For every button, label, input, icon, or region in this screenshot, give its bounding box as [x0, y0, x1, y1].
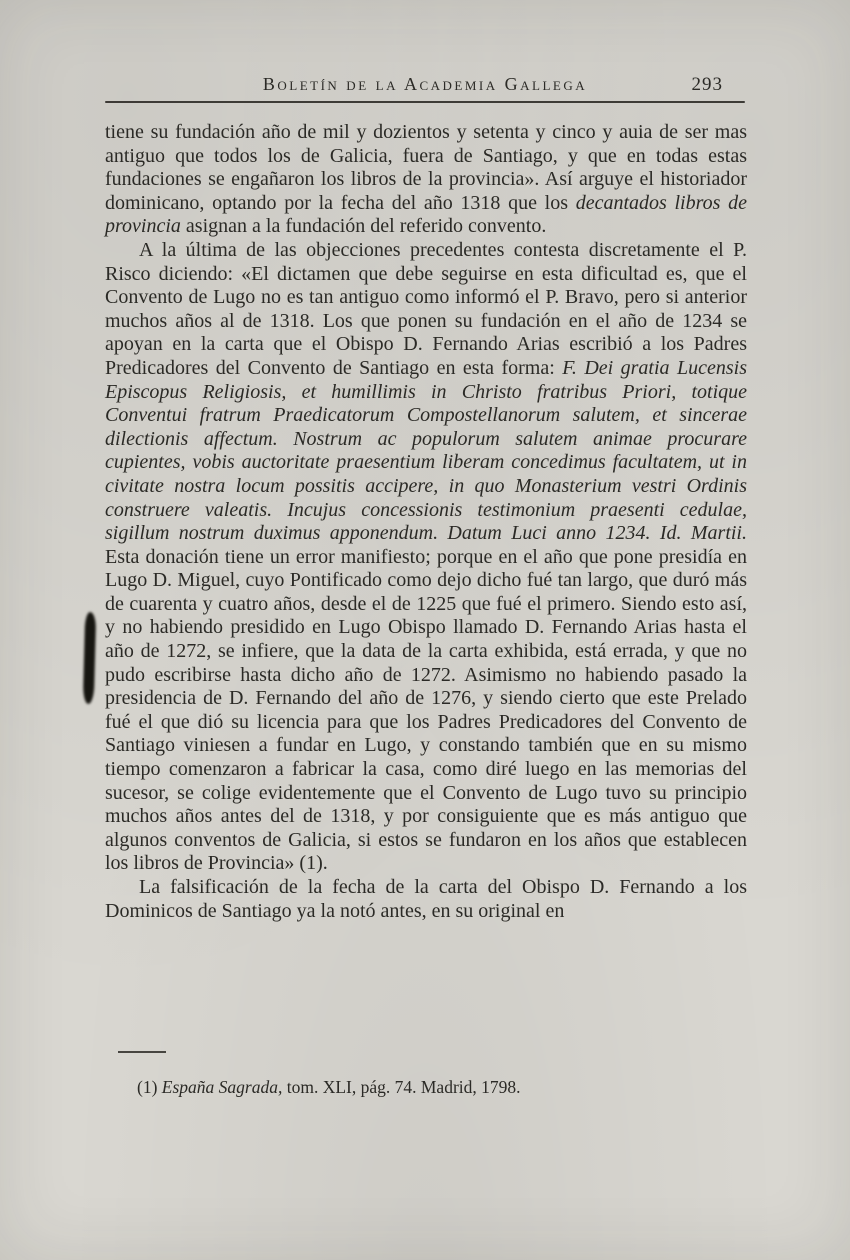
text-run: F. Dei gratia Lucensis Episcopus Religiosis, et humillimis in Christo fratribus Priori, totique Conventui fratrum Praedicatorum Compostellanorum salutem, et sincerae dilectionis affectum. Nostrum ac populorum salutem animae procurare cupientes, vobis auctoritate praesentium liberam concedimus facultatem, ut in civitate nostra locum possitis accipere, in quo Monasterium vestri Ordinis construere valeatis. Incujus concessionis testimonium praesenti cedulae, sigillum nostrum duximus apponendum. Datum Luci anno 1234. Id. Martii. [105, 356, 747, 545]
scan-artifact [83, 612, 96, 704]
paragraph [105, 239, 747, 876]
text-run: decantados libros de provincia [105, 191, 747, 238]
text-run: asignan a la fundación del referido convento. [180, 215, 547, 238]
text-run: (1) [137, 1077, 162, 1097]
text-run: A la última de las objecciones precedentes contesta discretamente el P. Risco diciendo: «El dictamen que debe seguirse en esta dificultad es, que el Convento de Lugo no es tan antiguo como informó el P. Bravo, pero si anterior muchos años al de 1318. Los que ponen su fundación en el año de 1234 se apoyan en la carta que el Obispo D. Fernando Arias escribió a los Padres Predicadores del Convento de Santiago en esta forma: [105, 238, 747, 379]
page-number: 293 [691, 74, 723, 95]
text-run: Esta donación tiene un error manifiesto; porque en el año que pone presidía en Lugo D. Miguel, cuyo Pontificado como dejo dicho fué tan largo, que duró más de cuarenta y cuatro años, desde el de 1225 que fué el primero. Siendo esto así, y no habiendo presidido en Lugo Obispo llamado D. Fernando Arias hasta el año de 1272, se infiere, que la data de la carta exhibida, está errada, y que no pudo escribirse hasta dicho año de 1272. Asimismo no habiendo pasado la presidencia de D. Fernando del año de 1276, y siendo cierto que este Prelado fué el que dió su licencia para que los Padres Predicadores del Convento de Santiago viniesen a fundar en Lugo, y constando también que en su mismo tiempo comenzaron a fabricar la casa, como diré luego en las memorias del sucesor, se colige evidentemente que el Convento de Lugo tuvo su principio muchos años antes del de 1318, y por consiguiente que es más antiguo que algunos conventos de Galicia, si estos se fundaron en los años que establecen los libros de Provincia» (1). [105, 545, 747, 875]
page-header [105, 74, 745, 98]
text-run: tiene su fundación año de mil y dozientos y setenta y cinco y auia de ser mas antiguo que todos los de Galicia, fuera de Santiago, y que en todas estas fundaciones se engañaron los libros de la provincia». Así arguye el historiador dominicano, optando por la fecha del año 1318 que los [105, 121, 747, 214]
text-run: España Sagrada, [161, 1077, 283, 1097]
body-text [105, 121, 747, 923]
paragraph [105, 876, 747, 923]
paragraph [105, 121, 747, 239]
footnote-separator [118, 1051, 166, 1053]
footnote [105, 1076, 747, 1098]
text-run: La falsificación de la fecha de la carta del Obispo D. Fernando a los Dominicos de Santiago ya la notó antes, en su original en [105, 876, 747, 922]
footnote-text [105, 1076, 747, 1098]
header-rule [105, 101, 745, 103]
text-run: tom. XLI, pág. 74. Madrid, 1798. [282, 1077, 521, 1097]
running-title: Boletín de la Academia Gallega [262, 74, 588, 94]
